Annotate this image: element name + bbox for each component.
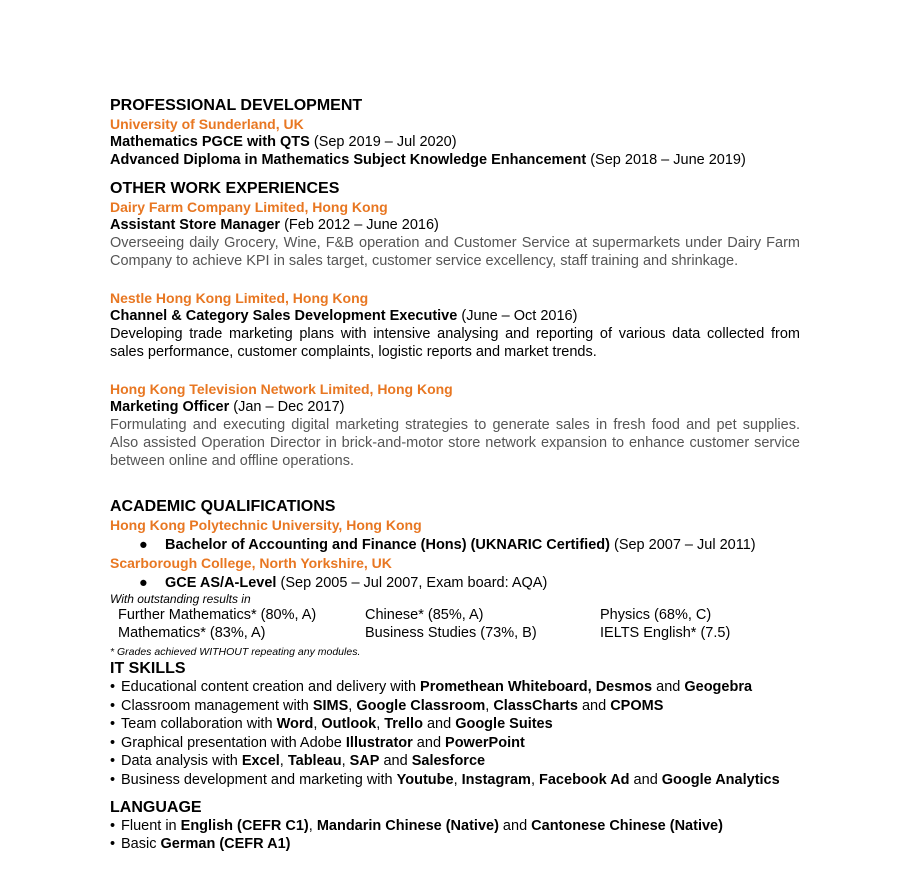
bold-text: German (CEFR A1)	[160, 836, 291, 853]
job-description: Formulating and executing digital marketing strategies to generate sales in fresh food and pet supplies. Also assisted Operation Director in brick-and-motor store network expansion to enhance customer service between online and offline operations.	[110, 417, 800, 469]
text-run: ,	[376, 716, 385, 733]
qualification-title: Mathematics PGCE with QTS	[110, 134, 310, 150]
text-run: ,	[308, 817, 317, 834]
job-period: (Jan – Dec 2017)	[233, 399, 345, 415]
bold-text: Facebook Ad	[539, 771, 630, 788]
degree-title: GCE AS/A-Level	[165, 575, 277, 591]
grade-cell: Further Mathematics* (80%, A)	[118, 607, 317, 623]
bullet-icon: •	[110, 679, 116, 695]
section-it-skills	[110, 659, 800, 790]
bullet-icon: •	[110, 771, 116, 788]
bullet-icon: •	[110, 753, 116, 770]
bold-text: Illustrator	[345, 734, 413, 751]
bullet-icon: •	[110, 716, 116, 733]
degree-period: (Sep 2007 – Jul 2011)	[613, 537, 756, 553]
bold-text: Mandarin Chinese (Native)	[316, 817, 499, 834]
job-role: Assistant Store Manager	[110, 217, 281, 233]
bold-text: Google Suites	[455, 716, 553, 733]
text-run: Classroom management with	[121, 697, 313, 714]
bold-text: Outlook	[321, 716, 377, 733]
section-heading: IT SKILLS	[110, 660, 186, 677]
job-role: Channel & Category Sales Development Executive	[110, 308, 458, 324]
job-description: Developing trade marketing plans with intensive analysing and reporting of various data collected from sales performance, customer complaints, logistic reports and market trends.	[110, 326, 800, 360]
skills-list	[110, 678, 800, 790]
grade-cell: IELTS English* (7.5)	[600, 625, 731, 641]
org-name: Dairy Farm Company Limited, Hong Kong	[110, 199, 388, 215]
bold-text: CPOMS	[610, 697, 664, 714]
section-heading: OTHER WORK EXPERIENCES	[110, 180, 340, 197]
section-other-work	[110, 179, 800, 470]
job-entry	[110, 289, 800, 361]
text-run: Basic	[121, 836, 161, 853]
job-role: Marketing Officer	[110, 399, 230, 415]
degree-line	[110, 536, 800, 554]
degree-period: (Sep 2005 – Jul 2007, Exam board: AQA)	[280, 575, 548, 591]
grade-cell: Mathematics* (83%, A)	[118, 625, 266, 641]
skill-item	[110, 678, 800, 697]
qualification-period: (Sep 2018 – June 2019)	[590, 152, 746, 168]
bold-text: Word	[276, 716, 314, 733]
job-role-line	[110, 398, 800, 416]
bullet-icon: •	[110, 734, 116, 751]
job-entry	[110, 380, 800, 470]
bold-text: Cantonese Chinese (Native)	[531, 817, 723, 834]
section-heading: ACADEMIC QUALIFICATIONS	[110, 498, 336, 515]
skill-item	[110, 771, 800, 790]
text-run: and	[498, 817, 532, 834]
grade-cell: Physics (68%, C)	[600, 607, 712, 623]
text-run: Team collaboration with	[121, 716, 277, 733]
skill-item	[110, 734, 800, 753]
grades-footnote: * Grades achieved WITHOUT repeating any modules.	[110, 646, 361, 658]
language-item	[110, 835, 800, 854]
grade-cell: Chinese* (85%, A)	[365, 607, 484, 623]
org-name: Hong Kong Polytechnic University, Hong Kong	[110, 517, 422, 533]
bold-text: Trello	[384, 716, 423, 733]
job-role-line	[110, 307, 800, 325]
org-name: Nestle Hong Kong Limited, Hong Kong	[110, 290, 369, 306]
text-run: ,	[485, 697, 494, 714]
text-run: and	[422, 716, 456, 733]
bold-text: Tableau	[287, 753, 342, 770]
bold-text: ClassCharts	[493, 697, 578, 714]
bold-text: Promethean Whiteboard	[420, 679, 588, 695]
text-run: ,	[341, 753, 350, 770]
text-run: Graphical presentation with Adobe	[121, 734, 346, 751]
bold-text: Desmos	[595, 679, 653, 695]
text-run: and	[412, 734, 446, 751]
bold-text: Google Analytics	[661, 771, 780, 788]
section-heading: PROFESSIONAL DEVELOPMENT	[110, 97, 363, 114]
bullet-icon: •	[110, 817, 116, 834]
job-period: (Feb 2012 – June 2016)	[284, 217, 439, 233]
text-run: and	[629, 771, 662, 788]
text-run: and	[379, 753, 412, 770]
text-run: and	[577, 697, 611, 714]
text-run: ,	[530, 771, 540, 788]
bullet-icon: ●	[139, 537, 148, 553]
bold-text: Geogebra	[684, 679, 753, 695]
bold-text: Excel	[241, 753, 280, 770]
language-item	[110, 817, 800, 836]
job-period: (June – Oct 2016)	[461, 308, 578, 324]
job-role-line	[110, 216, 800, 234]
text-run: Fluent in	[121, 817, 181, 834]
skill-item	[110, 715, 800, 734]
section-heading: LANGUAGE	[110, 798, 202, 816]
text-run: Educational content creation and delivery with	[121, 679, 421, 695]
resume-page	[110, 96, 800, 854]
qualification-line	[110, 151, 800, 169]
job-entry	[110, 198, 800, 270]
org-name: Hong Kong Television Network Limited, Hong Kong	[110, 381, 453, 397]
text-run: Business development and marketing with	[121, 771, 397, 788]
text-run: ,	[279, 753, 288, 770]
section-professional-development	[110, 96, 800, 169]
grade-cell: Business Studies (73%, B)	[365, 625, 537, 641]
bullet-icon: ●	[139, 575, 148, 591]
degree-line	[110, 574, 800, 592]
table-row	[118, 606, 730, 624]
text-run: and	[652, 679, 685, 695]
section-language	[110, 798, 800, 854]
bold-text: SIMS	[312, 697, 349, 714]
skill-item	[110, 697, 800, 716]
language-list	[110, 817, 800, 854]
org-name: University of Sunderland, UK	[110, 116, 304, 132]
grades-table	[118, 606, 730, 642]
bold-text: Youtube	[396, 771, 454, 788]
bold-text: PowerPoint	[445, 734, 525, 751]
bold-text: SAP	[349, 753, 380, 770]
section-academic	[110, 497, 800, 659]
bold-text: ,	[587, 679, 596, 695]
text-run: ,	[348, 697, 357, 714]
job-description: Overseeing daily Grocery, Wine, F&B operation and Customer Service at supermarkets under Dairy Farm Company to achieve KPI in sales target, customer service excellency, staff training and shrinkage.	[110, 235, 800, 269]
skill-item	[110, 752, 800, 771]
qualification-title: Advanced Diploma in Mathematics Subject Knowledge Enhancement	[110, 152, 587, 168]
text-run: Data analysis with	[121, 753, 242, 770]
results-intro: With outstanding results in	[110, 592, 251, 606]
table-row	[118, 624, 730, 642]
bold-text: English (CEFR C1)	[180, 817, 309, 834]
text-run: ,	[313, 716, 322, 733]
org-name: Scarborough College, North Yorkshire, UK	[110, 555, 392, 571]
bold-text: Google Classroom	[356, 697, 486, 714]
bullet-icon: •	[110, 697, 116, 714]
text-run: ,	[453, 771, 462, 788]
qualification-line	[110, 133, 800, 151]
degree-title: Bachelor of Accounting and Finance (Hons) (UKNARIC Certified)	[165, 537, 610, 553]
bold-text: Instagram	[461, 771, 531, 788]
qualification-period: (Sep 2019 – Jul 2020)	[313, 134, 457, 150]
bold-text: Salesforce	[411, 753, 486, 770]
bullet-icon: •	[110, 836, 116, 853]
